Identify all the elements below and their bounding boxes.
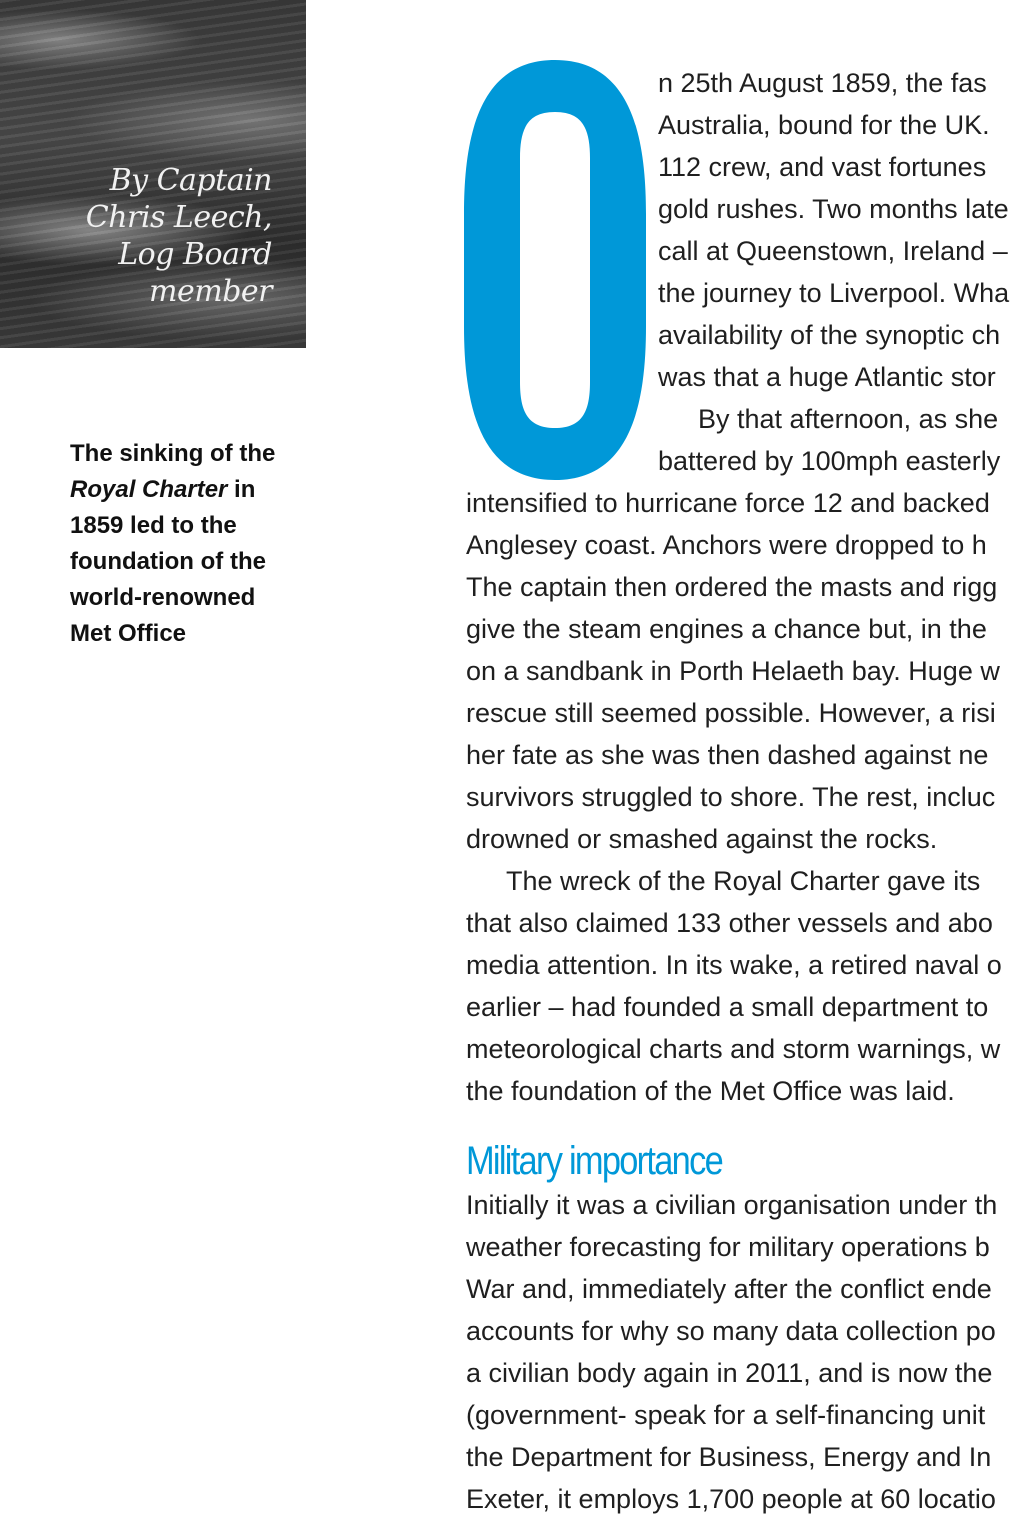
text-line: the journey to Liverpool. Wha xyxy=(658,278,1010,308)
byline-line: Chris Leech, xyxy=(85,200,272,235)
paragraph-3 xyxy=(466,860,1024,1112)
text-line: The wreck of the Royal Charter gave its xyxy=(506,866,981,896)
standfirst-line: foundation of the xyxy=(70,548,266,575)
text-line: the Department for Business, Energy and In xyxy=(466,1442,992,1472)
byline-line: Log Board xyxy=(118,237,272,272)
section-heading: Military importance xyxy=(466,1139,722,1183)
text-line: give the steam engines a chance but, in the xyxy=(466,614,987,644)
text-line: (government- speak for a self-financing unit xyxy=(466,1400,986,1430)
standfirst-line-rest: in xyxy=(227,476,256,503)
text-line: meteorological charts and storm warnings, w xyxy=(466,1034,1001,1064)
text-line: earlier – had founded a small department to xyxy=(466,992,989,1022)
sea-photo xyxy=(0,0,306,348)
byline xyxy=(32,162,272,310)
text-line: on a sandbank in Porth Helaeth bay. Huge w xyxy=(466,656,1000,686)
text-line: Anglesey coast. Anchors were dropped to h xyxy=(466,530,987,560)
article-body xyxy=(466,62,1024,1520)
text-line: rescue still seemed possible. However, a risi xyxy=(466,698,996,728)
text-line: call at Queenstown, Ireland – xyxy=(658,236,1008,266)
standfirst-line: 1859 led to the xyxy=(70,512,237,539)
standfirst xyxy=(70,436,310,652)
text-line: that also claimed 133 other vessels and abo xyxy=(466,908,993,938)
text-line: Exeter, it employs 1,700 people at 60 locatio xyxy=(466,1484,996,1514)
paragraph-4 xyxy=(466,1184,1024,1520)
text-line: By that afternoon, as she xyxy=(698,404,999,434)
standfirst-line xyxy=(70,472,310,508)
text-line: was that a huge Atlantic stor xyxy=(658,362,996,392)
text-line: Australia, bound for the UK. xyxy=(658,110,990,140)
standfirst-line: world-renowned xyxy=(70,584,256,611)
standfirst-line: The sinking of the xyxy=(70,440,276,467)
text-line: weather forecasting for military operations b xyxy=(466,1232,990,1262)
text-line: her fate as she was then dashed against ne xyxy=(466,740,989,770)
text-line: drowned or smashed against the rocks. xyxy=(466,824,938,854)
ship-name: Royal Charter xyxy=(70,476,228,503)
text-line: gold rushes. Two months late xyxy=(658,194,1009,224)
text-line: 112 crew, and vast fortunes xyxy=(658,152,987,182)
text-line: Initially it was a civilian organisation under th xyxy=(466,1190,998,1220)
text-line: The captain then ordered the masts and rigg xyxy=(466,572,998,602)
text-line: accounts for why so many data collection po xyxy=(466,1316,996,1346)
text-line: intensified to hurricane force 12 and backed xyxy=(466,488,990,518)
paragraph-2 xyxy=(466,398,1024,860)
text-line: n 25th August 1859, the fas xyxy=(658,68,987,98)
paragraph-1 xyxy=(466,62,1024,398)
standfirst-line: Met Office xyxy=(70,620,187,647)
text-line: media attention. In its wake, a retired naval o xyxy=(466,950,1002,980)
text-line: survivors struggled to shore. The rest, incluc xyxy=(466,782,996,812)
byline-line: By Captain xyxy=(109,163,272,198)
text-line: availability of the synoptic ch xyxy=(658,320,1001,350)
text-line: War and, immediately after the conflict ende xyxy=(466,1274,992,1304)
text-line: the foundation of the Met Office was laid. xyxy=(466,1076,955,1106)
section-gap xyxy=(466,1112,1024,1140)
text-line: battered by 100mph easterly xyxy=(658,446,1001,476)
text-line: a civilian body again in 2011, and is now the xyxy=(466,1358,993,1388)
byline-line: member xyxy=(149,274,272,309)
